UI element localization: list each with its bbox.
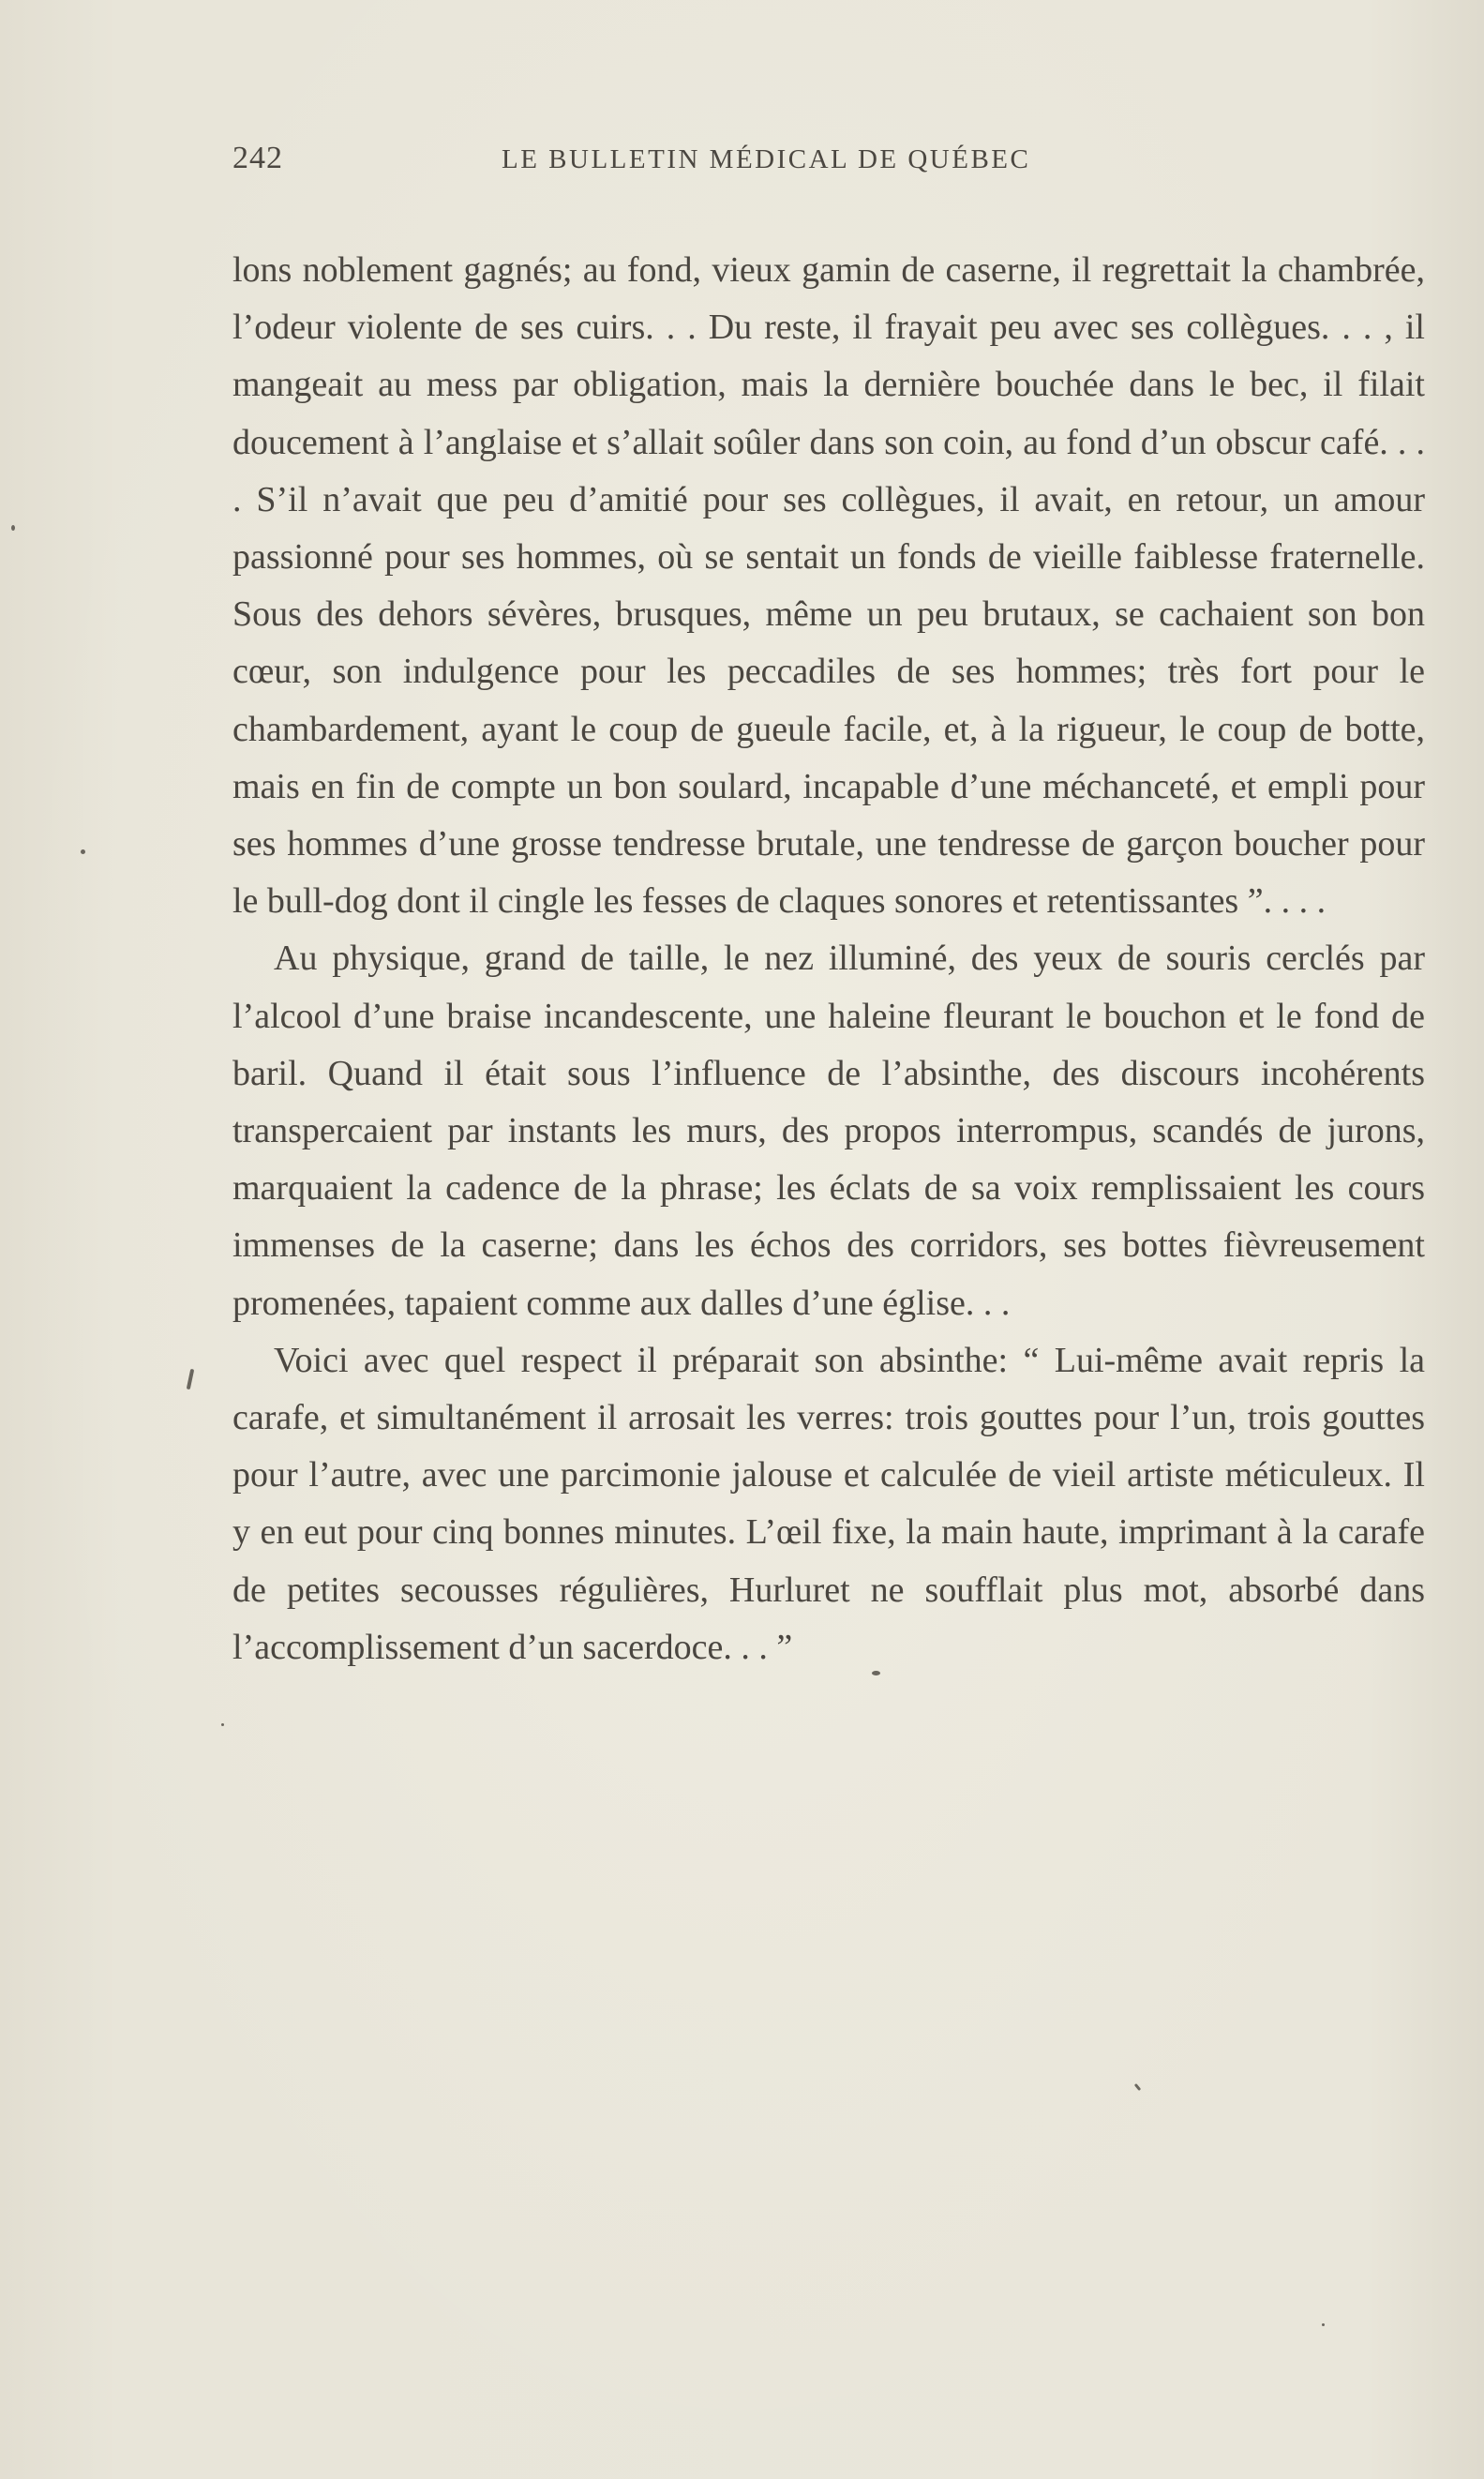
paragraph-2: Au physique, grand de taille, le nez illuminé, des yeux de souris cerclés par l’alcool d’une braise incandescente, une haleine fleurant le bouchon et le fond de baril. Quand il était sous l’influence de l’absinthe, des discours incohérents transpercaient par instants les murs, des propos interrompus, scandés de jurons, marquaient la cadence de la phrase; les éclats de sa voix remplissaient les cours immenses de la caserne; dans les échos des corridors, ses bottes fièvreusement promenées, tapaient comme aux dalles d’une église. . . bbox=[232, 939, 1425, 1323]
running-head bbox=[232, 141, 1425, 182]
paper-speck bbox=[872, 1671, 880, 1675]
paper-speck bbox=[81, 849, 85, 854]
journal-title: LE BULLETIN MÉDICAL DE QUÉBEC bbox=[502, 144, 1031, 174]
page-number: 242 bbox=[232, 141, 283, 175]
body-text bbox=[232, 242, 1425, 1676]
paragraph-1: lons noblement gagnés; au fond, vieux gamin de caserne, il regrettait la chambrée, l’odeur violente de ses cuirs. . . Du reste, il frayait peu avec ses collègues. . . , il mangeait au mess par obligation, mais la dernière bouchée dans le bec, il filait doucement à l’anglaise et s’allait soûler dans son coin, au fond d’un obscur café. . . . S’il n’avait que peu d’amitié pour ses collègues, il avait, en retour, un amour passionné pour ses hommes, où se sentait un fonds de vieille faiblesse fraternelle. Sous des dehors sévères, brusques, même un peu brutaux, se cachaient son bon cœur, son indulgence pour les peccadiles de ses hommes; très fort pour le chambardement, ayant le coup de gueule facile, et, à la rigueur, le coup de botte, mais en fin de compte un bon soulard, incapable d’une méchanceté, et empli pour ses hommes d’une grosse tendresse brutale, une tendresse de garçon boucher pour le bull-dog dont il cingle les fesses de claques sonores et retentissantes ”. . . . bbox=[232, 250, 1425, 922]
paper-speck bbox=[1322, 2323, 1325, 2326]
paper-speck bbox=[11, 525, 15, 531]
paragraph-3: Voici avec quel respect il préparait son absinthe: “ Lui-même avait repris la carafe, et simultanément il arrosait les verres: trois gouttes pour l’un, trois gouttes pour l’autre, avec une parcimonie jalouse et calculée de vieil artiste méticuleux. Il y en eut pour cinq bonnes minutes. L’œil fixe, la main haute, imprimant à la carafe de petites secousses régulières, Hurluret ne soufflait plus mot, absorbé dans l’accomplissement d’un sacerdoce. . . ” bbox=[232, 1340, 1425, 1667]
paper-speck bbox=[221, 1723, 224, 1726]
paper-speck bbox=[187, 1369, 194, 1390]
paper-speck bbox=[1134, 2083, 1141, 2091]
